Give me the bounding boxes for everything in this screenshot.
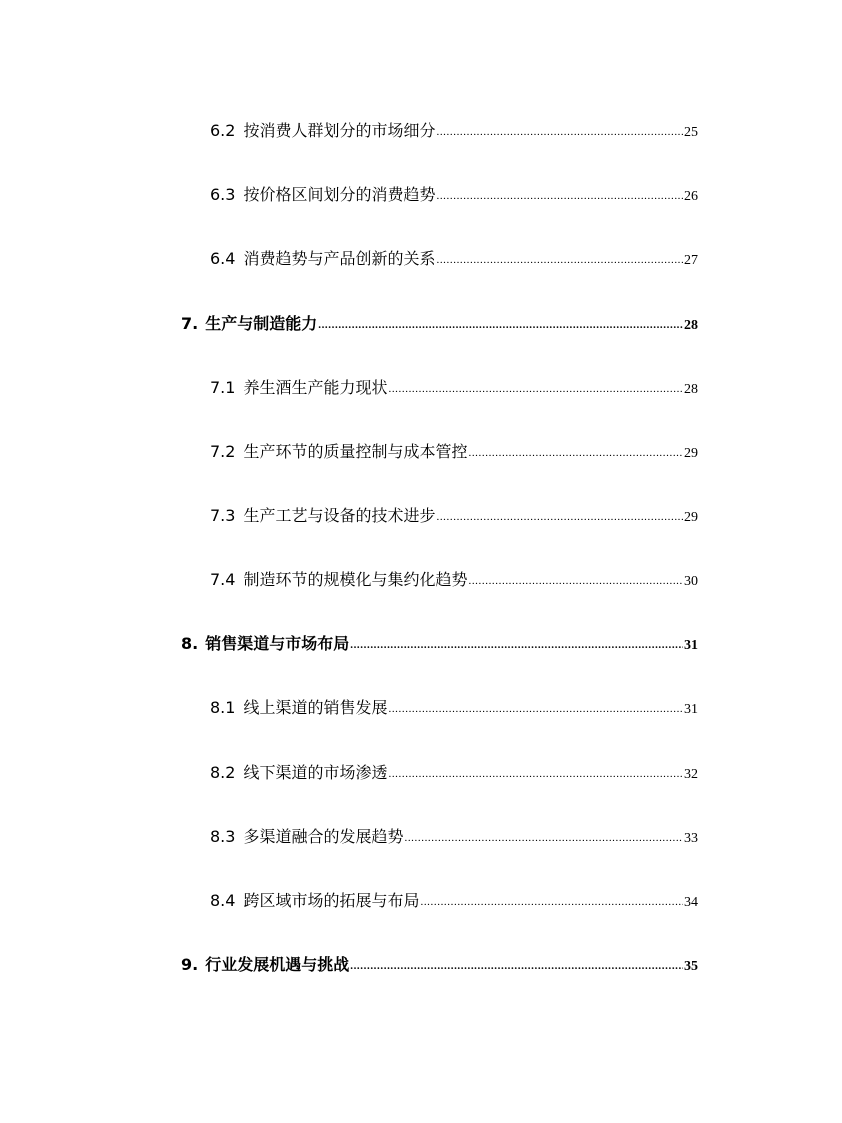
toc-entry-page: 33 (684, 831, 698, 846)
toc-entry-title: 线上渠道的销售发展 (243, 698, 388, 717)
toc-dot-leader (404, 832, 683, 844)
toc-entry-number: 6.2 (210, 121, 236, 140)
toc-entry-title: 生产环节的质量控制与成本管控 (243, 442, 468, 461)
toc-entry-6-4[interactable] (210, 246, 698, 272)
toc-chapter-page: 28 (684, 318, 698, 333)
toc-entry-number: 8.4 (210, 891, 236, 910)
toc-entry-title: 按价格区间划分的消费趋势 (243, 185, 436, 204)
toc-entry-page: 31 (684, 702, 698, 717)
toc-entry-title: 跨区域市场的拓展与布局 (243, 891, 420, 910)
toc-dot-leader (388, 383, 683, 395)
toc-dot-leader (388, 703, 683, 715)
toc-dot-leader (350, 639, 683, 651)
toc-dot-leader (318, 319, 683, 331)
toc-entry-7-1[interactable] (210, 375, 698, 401)
toc-entry-page: 25 (684, 125, 698, 140)
toc-entry-page: 27 (684, 253, 698, 268)
toc-chapter-title: 行业发展机遇与挑战 (205, 955, 350, 974)
toc-chapter-title: 生产与制造能力 (205, 314, 318, 333)
toc-entry-number: 6.4 (210, 249, 236, 268)
toc-dot-leader (436, 511, 683, 523)
toc-entry-8-2[interactable] (210, 760, 698, 786)
toc-entry-title: 线下渠道的市场渗透 (243, 763, 388, 782)
toc-entry-number: 7.4 (210, 570, 236, 589)
toc-entry-8-4[interactable] (210, 888, 698, 914)
toc-entry-page: 29 (684, 446, 698, 461)
toc-entry-page: 28 (684, 382, 698, 397)
toc-dot-leader (468, 575, 683, 587)
toc-entry-page: 34 (684, 895, 698, 910)
toc-entry-number: 7.3 (210, 506, 236, 525)
toc-dot-leader (468, 447, 683, 459)
toc-entry-number: 8.2 (210, 763, 236, 782)
toc-entry-number: 8.3 (210, 827, 236, 846)
toc-entry-title: 制造环节的规模化与集约化趋势 (243, 570, 468, 589)
toc-dot-leader (388, 768, 683, 780)
toc-chapter-page: 31 (684, 638, 698, 653)
toc-entry-page: 32 (684, 767, 698, 782)
toc-entry-6-2[interactable] (210, 118, 698, 144)
toc-entry-number: 8.1 (210, 698, 236, 717)
toc-entry-8-3[interactable] (210, 824, 698, 850)
toc-entry-number: 7.2 (210, 442, 236, 461)
toc-entry-6-3[interactable] (210, 182, 698, 208)
toc-entry-number: 7.1 (210, 378, 236, 397)
toc-entry-page: 29 (684, 510, 698, 525)
toc-chapter-number: 8. (181, 634, 199, 653)
toc-dot-leader (350, 960, 683, 972)
toc-chapter-7[interactable] (181, 311, 698, 337)
toc-entry-8-1[interactable] (210, 695, 698, 721)
toc-entry-number: 6.3 (210, 185, 236, 204)
toc-chapter-9[interactable] (181, 952, 698, 978)
toc-entry-title: 生产工艺与设备的技术进步 (243, 506, 436, 525)
toc-entry-title: 消费趋势与产品创新的关系 (243, 249, 436, 268)
toc-chapter-number: 7. (181, 314, 199, 333)
toc-dot-leader (436, 190, 683, 202)
toc-entry-7-4[interactable] (210, 567, 698, 593)
toc-entry-title: 多渠道融合的发展趋势 (243, 827, 404, 846)
toc-entry-title: 按消费人群划分的市场细分 (243, 121, 436, 140)
toc-entry-page: 30 (684, 574, 698, 589)
toc-entry-title: 养生酒生产能力现状 (243, 378, 388, 397)
toc-entry-7-3[interactable] (210, 503, 698, 529)
toc-dot-leader (436, 254, 683, 266)
toc-chapter-title: 销售渠道与市场布局 (205, 634, 350, 653)
toc-dot-leader (420, 896, 683, 908)
toc-entry-page: 26 (684, 189, 698, 204)
toc-dot-leader (436, 126, 683, 138)
toc-chapter-page: 35 (684, 959, 698, 974)
toc-chapter-8[interactable] (181, 631, 698, 657)
toc-entry-7-2[interactable] (210, 439, 698, 465)
toc-chapter-number: 9. (181, 955, 199, 974)
